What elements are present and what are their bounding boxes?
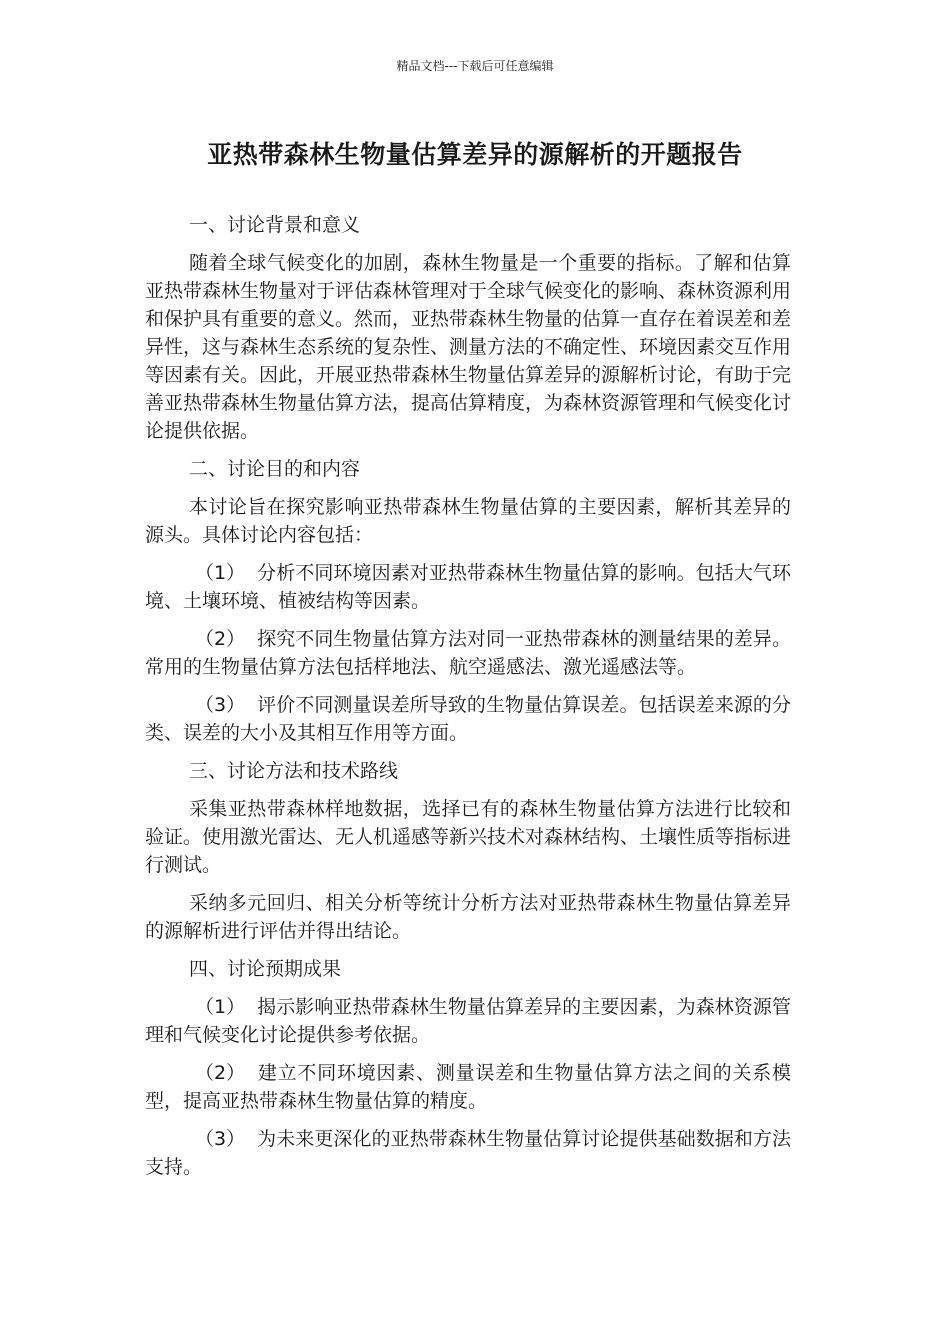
list-item-number: （1） (195, 562, 246, 584)
section-heading: 一、讨论背景和意义 (189, 214, 361, 236)
list-item (145, 691, 791, 747)
list-item-number: （3） (195, 694, 246, 716)
list-item (145, 993, 791, 1049)
list-item-text: 揭示影响亚热带森林生物量估算差异的主要因素，为森林资源管理和气候变化讨论提供参考依据。 (145, 996, 791, 1046)
list-item (145, 559, 791, 615)
list-item-text: 分析不同环境因素对亚热带森林生物量估算的影响。包括大气环境、土壤环境、植被结构等因素。 (145, 562, 791, 612)
section-heading: 四、讨论预期成果 (189, 958, 342, 980)
section-heading: 二、讨论目的和内容 (189, 458, 361, 480)
list-item-text: 为未来更深化的亚热带森林生物量估算讨论提供基础数据和方法支持。 (145, 1128, 791, 1178)
document-title: 亚热带森林生物量估算差异的源解析的开题报告 (207, 140, 743, 169)
list-item (145, 1125, 791, 1181)
paragraph: 采集亚热带森林样地数据，选择已有的森林生物量估算方法进行比较和验证。使用激光雷达、无人机遥感等新兴技术对森林结构、土壤性质等指标进行测试。 (145, 798, 792, 876)
section-heading: 三、讨论方法和技术路线 (189, 760, 399, 782)
list-item-number: （3） (195, 1128, 246, 1150)
paragraph: 本讨论旨在探究影响亚热带森林生物量估算的主要因素，解析其差异的源头。具体讨论内容包括： (145, 496, 791, 546)
header-note: 精品文档---下载后可任意编辑 (396, 59, 554, 73)
list-item (145, 625, 791, 681)
document-body (145, 211, 791, 1191)
list-item-number: （1） (195, 996, 246, 1018)
list-item-text: 建立不同环境因素、测量误差和生物量估算方法之间的关系模型，提高亚热带森林生物量估算的精度。 (145, 1062, 791, 1112)
list-item-number: （2） (195, 628, 246, 650)
paragraph: 采纳多元回归、相关分析等统计分析方法对亚热带森林生物量估算差异的源解析进行评估并得出结论。 (145, 892, 791, 942)
list-item-number: （2） (195, 1062, 246, 1084)
list-item-text: 评价不同测量误差所导致的生物量估算误差。包括误差来源的分类、误差的大小及其相互作用等方面。 (145, 694, 791, 744)
list-item-text: 探究不同生物量估算方法对同一亚热带森林的测量结果的差异。常用的生物量估算方法包括样地法、航空遥感法、激光遥感法等。 (145, 628, 791, 678)
list-item (145, 1059, 791, 1115)
paragraph: 随着全球气候变化的加剧，森林生物量是一个重要的指标。了解和估算亚热带森林生物量对于评估森林管理对于全球气候变化的影响、森林资源利用和保护具有重要的意义。然而，亚热带森林生物量的估算一直存在着误差和差异性，这与森林生态系统的复杂性、测量方法的不确定性、环境因素交互作用等因素有关。因此，开展亚热带森林生物量估算差异的源解析讨论，有助于完善亚热带森林生物量估算方法，提高估算精度，为森林资源管理和气候变化讨论提供依据。 (145, 252, 792, 442)
